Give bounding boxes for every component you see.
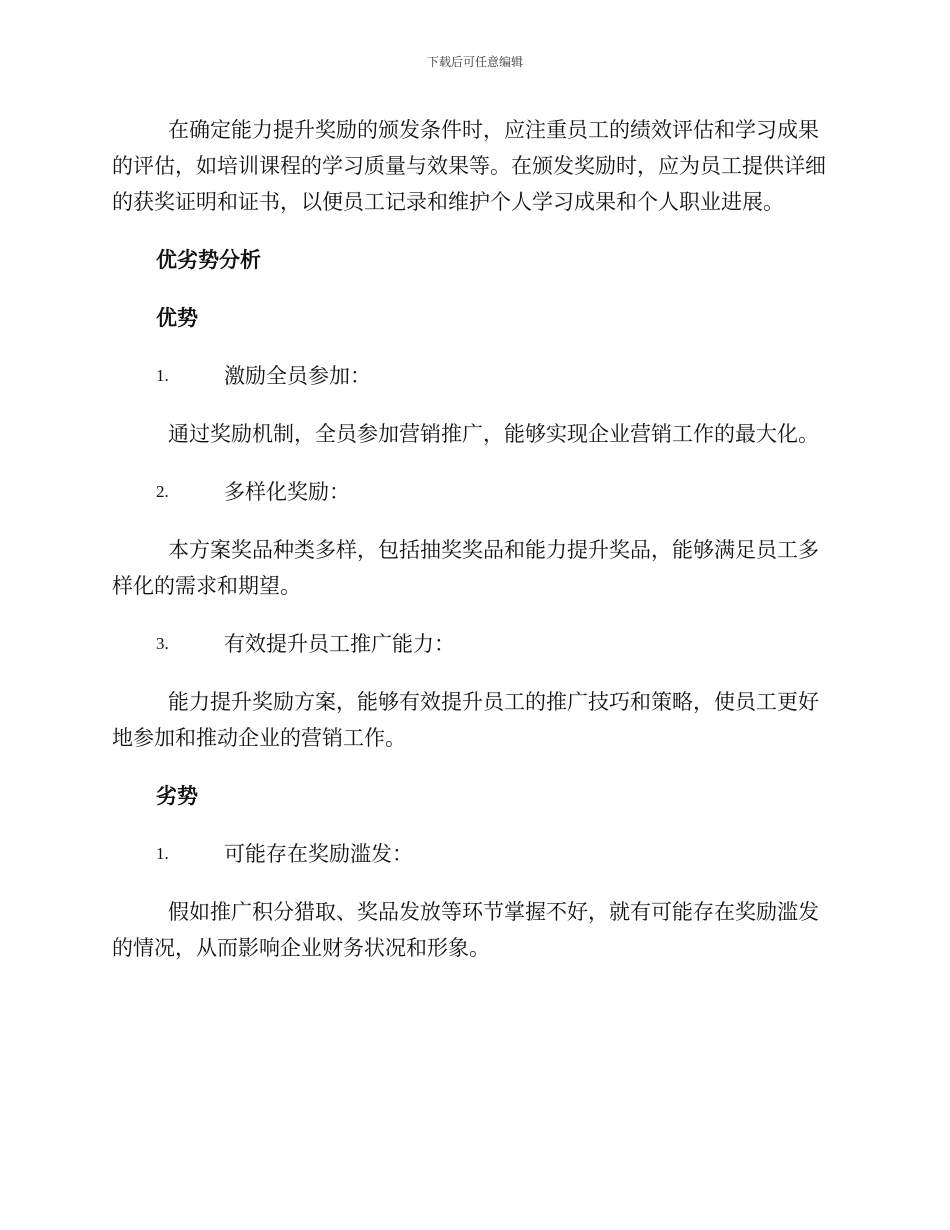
- advantage-item-3-heading: [112, 626, 834, 662]
- advantage-item-2-heading: [112, 474, 834, 510]
- disadvantage-item-1-body: 假如推广积分猎取、奖品发放等环节掌握不好，就有可能存在奖励滥发的情况，从而影响企业财务状况和形象。: [112, 900, 819, 960]
- list-number: 3.: [156, 634, 169, 653]
- intro-paragraph: 在确定能力提升奖励的颁发条件时，应注重员工的绩效评估和学习成果的评估，如培训课程的学习质量与效果等。在颁发奖励时，应为员工提供详细的获奖证明和证书，以便员工记录和维护个人学习成果和个人职业进展。: [112, 118, 826, 214]
- document-body: [112, 112, 834, 966]
- advantage-item-2-body: 本方案奖品种类多样，包括抽奖奖品和能力提升奖品，能够满足员工多样化的需求和期望。: [112, 538, 819, 598]
- disadvantage-item-1-heading: [112, 836, 834, 872]
- advantages-title: 优势: [156, 306, 198, 330]
- list-number: 2.: [156, 482, 169, 501]
- list-label: 有效提升员工推广能力：: [224, 632, 455, 656]
- page-header: 下载后可任意编辑: [426, 55, 523, 69]
- advantage-item-3-body: 能力提升奖励方案，能够有效提升员工的推广技巧和策略，使员工更好地参加和推动企业的营销工作。: [112, 690, 819, 750]
- list-label: 激励全员参加：: [224, 364, 371, 388]
- disadvantages-title: 劣势: [156, 784, 198, 808]
- section-title: 优劣势分析: [156, 248, 261, 272]
- list-label: 可能存在奖励滥发：: [224, 842, 413, 866]
- advantage-item-1-heading: [112, 358, 834, 394]
- list-number: 1.: [156, 844, 169, 863]
- list-number: 1.: [156, 366, 169, 385]
- list-label: 多样化奖励：: [224, 480, 350, 504]
- advantage-item-1-body: 通过奖励机制，全员参加营销推广，能够实现企业营销工作的最大化。: [168, 422, 819, 446]
